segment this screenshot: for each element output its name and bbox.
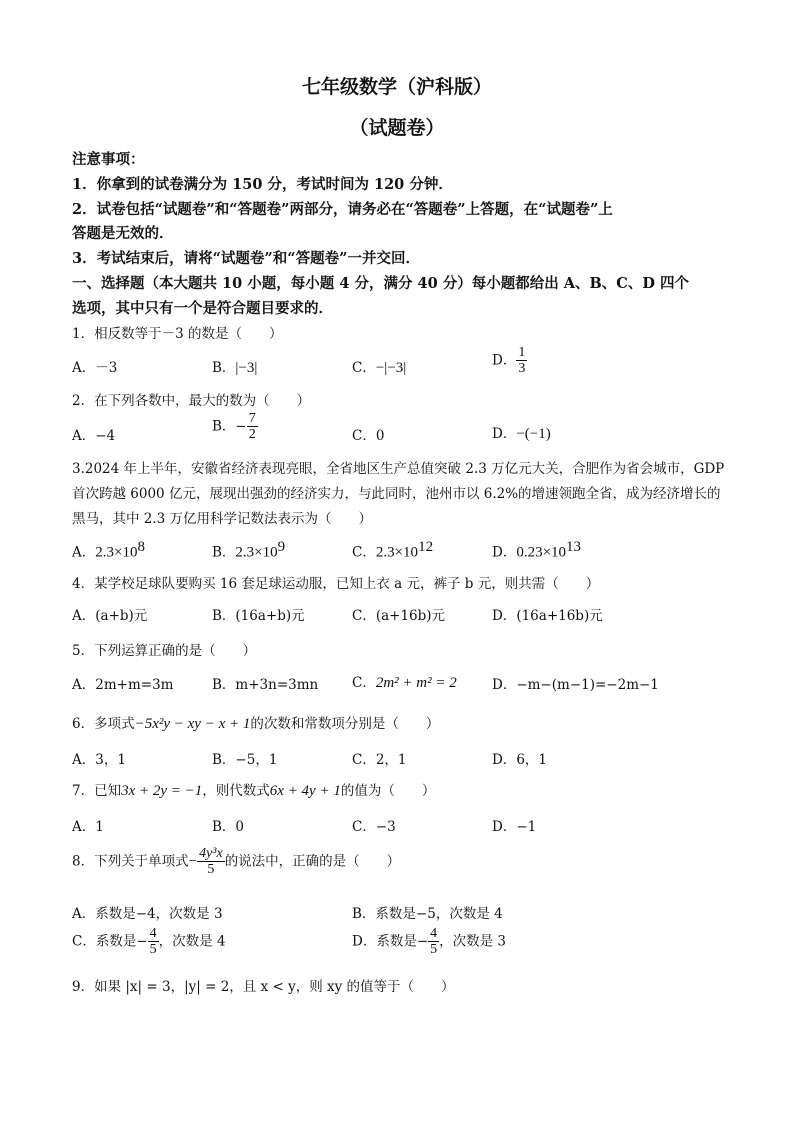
q6-option-b: B．−5，1 — [212, 752, 278, 768]
q2-option-c: C．0 — [352, 428, 385, 444]
q6-option-a: A．3，1 — [72, 752, 126, 768]
section-heading: 一、选择题（本大题共 10 小题，每小题 4 分，满分 40 分）每小题都给出 A、B、C、D 四个 — [72, 275, 689, 292]
q2-option-b: B．− $\frac{7}{2}$ — [212, 411, 256, 443]
note-item: 2．试卷包括“试题卷”和“答题卷”两部分，请务必在“答题卷”上答题，在“试题卷”上 — [72, 201, 613, 218]
q2-option-d: D．−(−1) — [492, 426, 551, 442]
question-9-stem: 9．如果 |x| = 3，|y| = 2，且 x < y，则 xy 的值等于（ ） — [72, 979, 455, 995]
q8-option-d: D．系数是− $\frac{4}{5}$ ，次数是 3 — [352, 926, 507, 958]
q6-option-d: D．6，1 — [492, 752, 548, 768]
q3-option-c: C．$2.3\times 10^{12}$ — [352, 539, 434, 561]
q1-option-d: D． $\frac{1}{3}$ — [492, 345, 526, 377]
q3-option-a: A．$2.3\times 10^8$ — [72, 539, 145, 561]
note-item: 1．你拿到的试卷满分为 150 分，考试时间为 120 分钟． — [72, 176, 453, 193]
q5-option-c: C．2m² + m² = 2 — [352, 675, 457, 691]
q1-option-c: C．−|−3| — [352, 360, 407, 376]
question-3-line3: 黑马，其中 2.3 万亿用科学记数法表示为（ ） — [72, 511, 373, 527]
q1-option-a: A．－3 — [72, 360, 118, 376]
question-1-stem: 1．相反数等于－3 的数是（ ） — [72, 326, 283, 342]
question-6-stem: 6．多项式−5x²y − xy − x + 1的次数和常数项分别是（ ） — [72, 716, 440, 732]
section-heading-cont: 选项，其中只有一个是符合题目要求的． — [72, 300, 333, 317]
question-2-stem: 2．在下列各数中，最大的数为（ ） — [72, 393, 311, 409]
question-7-stem: 7．已知3x + 2y = −1，则代数式6x + 4y + 1的值为（ ） — [72, 783, 436, 799]
q4-option-c: C．(a+16b)元 — [352, 608, 446, 624]
q5-option-d: D．−m−(m−1)=−2m−1 — [492, 677, 659, 693]
q5-option-b: B．m+3n=3mn — [212, 677, 319, 693]
q3-option-b: B．$2.3\times 10^9$ — [212, 539, 286, 561]
q2-option-a: A．−4 — [72, 428, 116, 444]
note-item: 答题是无效的． — [72, 225, 174, 242]
q8-option-b: B．系数是−5，次数是 4 — [352, 906, 503, 922]
q4-option-d: D．(16a+16b)元 — [492, 608, 603, 624]
q4-option-a: A．(a+b)元 — [72, 608, 148, 624]
q6-option-c: C．2，1 — [352, 752, 407, 768]
question-3-line2: 首次跨越 6000 亿元，展现出强劲的经济实力，与此同时，池州市以 6.2%的增速领跑全省，成为经济增长的 — [72, 486, 721, 502]
question-5-stem: 5．下列运算正确的是（ ） — [72, 643, 257, 659]
q7-option-a: A．1 — [72, 819, 104, 835]
notes-heading: 注意事项： — [72, 151, 145, 168]
note-item: 3．考试结束后，请将“试题卷”和“答题卷”一并交回． — [72, 250, 420, 267]
q3-option-d: D．$0.23\times 10^{13}$ — [492, 539, 582, 561]
page-subtitle: （试题卷） — [349, 117, 445, 139]
q7-option-b: B．0 — [212, 819, 245, 835]
q7-option-c: C．−3 — [352, 819, 396, 835]
question-8-stem: 8．下列关于单项式− $\frac{\text{4y³x}}{5}$ 的说法中，正确的是（ ） — [72, 846, 401, 878]
question-4-stem: 4．某学校足球队要购买 16 套足球运动服，已知上衣 a 元，裤子 b 元，则共需（ ） — [72, 576, 600, 592]
q8-option-a: A．系数是−4，次数是 3 — [72, 906, 223, 922]
q7-option-d: D．−1 — [492, 819, 537, 835]
q8-option-c: C．系数是− $\frac{4}{5}$ ，次数是 4 — [72, 926, 226, 958]
q5-option-a: A．2m+m=3m — [72, 677, 174, 693]
question-3-line1: 3.2024 年上半年，安徽省经济表现亮眼，全省地区生产总值突破 2.3 万亿元大关，合肥作为省会城市，GDP — [72, 461, 725, 477]
page-title: 七年级数学（沪科版） — [301, 76, 492, 98]
q1-option-b: B．|−3| — [212, 360, 258, 376]
q4-option-b: B．(16a+b)元 — [212, 608, 305, 624]
